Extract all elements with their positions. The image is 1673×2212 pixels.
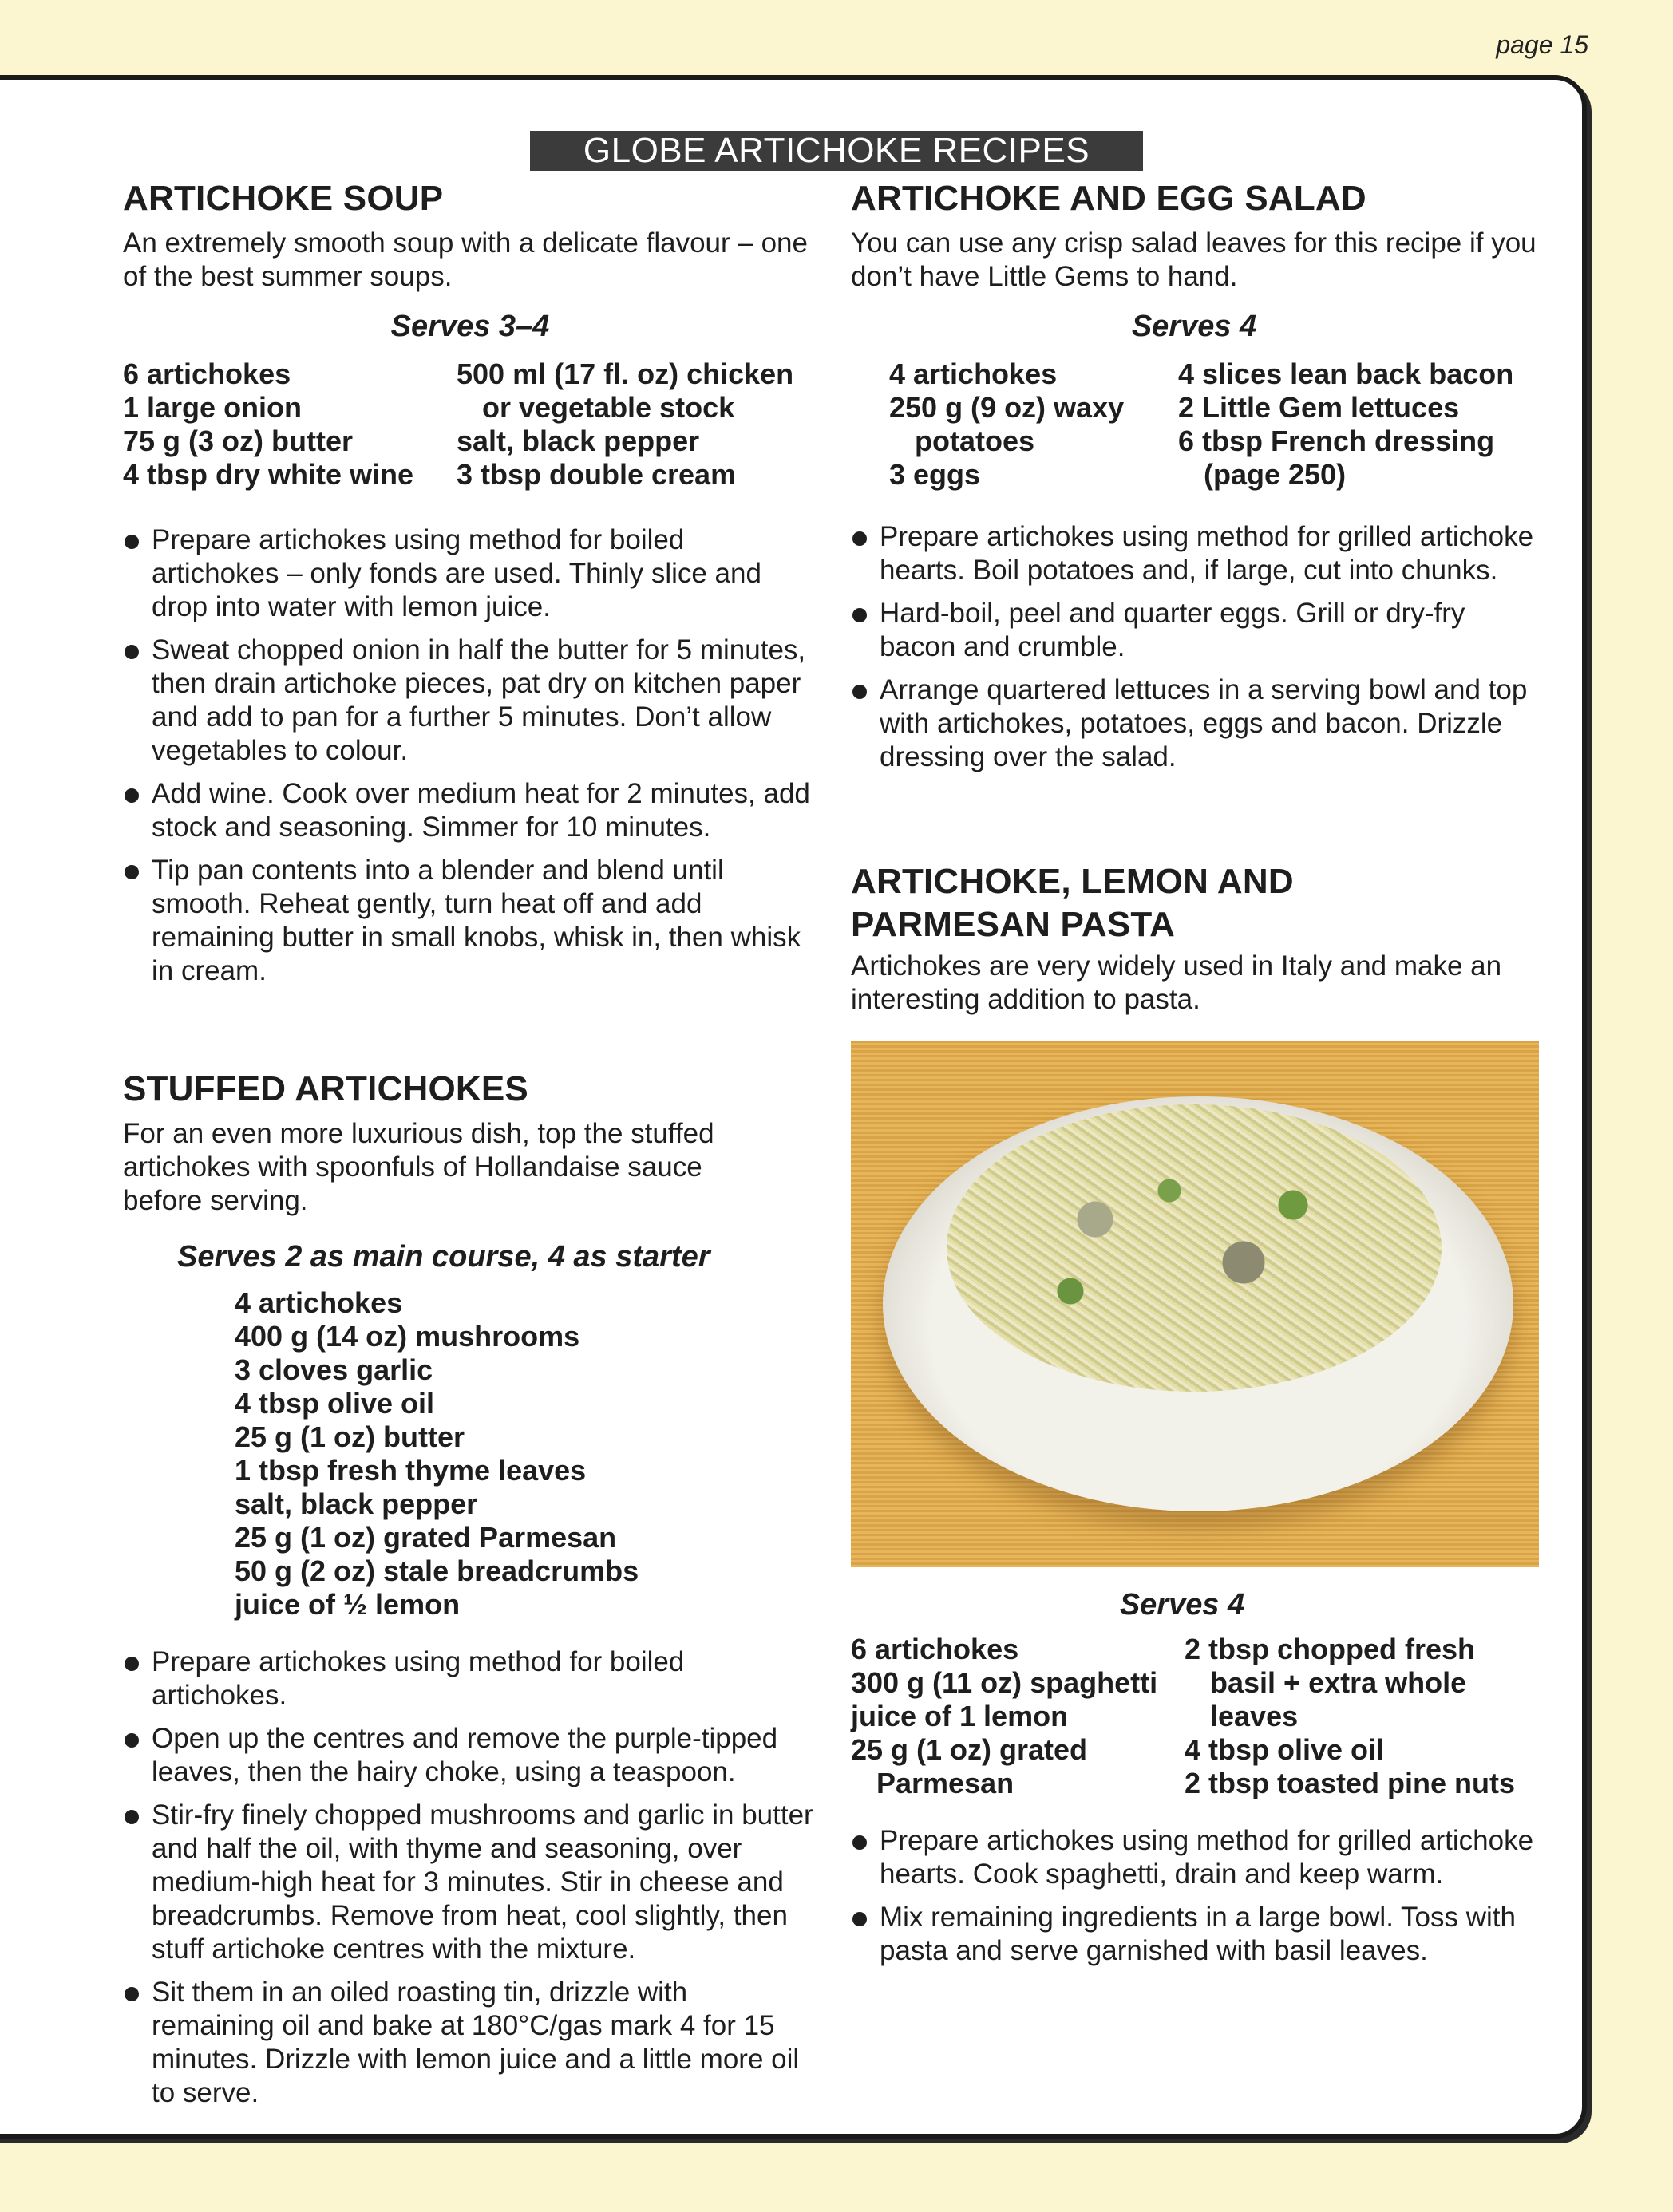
ingredient: 3 eggs (889, 458, 981, 491)
step-text: Stir-fry finely chopped mushrooms and garlic in butter and half the oil, with thyme and seasoning, over medium-high heat for 3 minutes. Stir in cheese and breadcrumbs. Remove from heat, cool slightly, then stuff artichoke centres with the mixture. (152, 1799, 813, 1965)
left-column (123, 177, 817, 2119)
ingredient: 75 g (3 oz) butter (123, 425, 354, 457)
method-step (123, 777, 817, 844)
ingredient: Parmesan (876, 1767, 1014, 1799)
ingredient: 50 g (2 oz) stale breadcrumbs (235, 1554, 639, 1587)
ingredient: salt, black pepper (457, 425, 700, 457)
bullet-icon (852, 1912, 867, 1926)
stuffed-artichokes-recipe (123, 1068, 817, 2110)
recipe-title-line: ARTICHOKE, LEMON AND (851, 862, 1294, 901)
ingredient: 250 g (9 oz) waxy (889, 391, 1125, 424)
method-step (123, 1976, 817, 2110)
pasta-shape (947, 1104, 1442, 1392)
bullet-icon (852, 1835, 867, 1850)
right-column (851, 177, 1537, 1977)
step-text: Sweat chopped onion in half the butter for 5 minutes, then drain artichoke pieces, pat dry on kitchen paper and add to pan for a further 5 minutes. Don’t allow vegetables to colour. (152, 634, 806, 766)
ingredient: 400 g (14 oz) mushrooms (235, 1320, 580, 1353)
step-text: Sit them in an oiled roasting tin, drizzle with remaining oil and bake at 180°C/gas mark 4 for 15 minutes. Drizzle with lemon juice and a little more oil to serve. (152, 1977, 800, 2108)
ingredients-list (123, 357, 817, 492)
ingredient: 3 cloves garlic (235, 1353, 433, 1386)
ingredients-list (889, 357, 1537, 492)
serves-label: Serves 2 as main course, 4 as starter (177, 1240, 710, 1274)
ingredient: 1 tbsp fresh thyme leaves (235, 1454, 587, 1487)
bullet-icon (852, 685, 867, 699)
serves-label: Serves 4 (1119, 1588, 1245, 1621)
step-text: Prepare artichokes using method for boiled artichokes – only fonds are used. Thinly slice and drop into water with lemon juice. (152, 524, 761, 622)
ingredient: 2 tbsp toasted pine nuts (1185, 1767, 1516, 1799)
recipe-title-line: PARMESAN PASTA (851, 905, 1176, 944)
method-step (123, 1645, 817, 1712)
method-step (851, 1824, 1537, 1891)
step-text: Prepare artichokes using method for boiled artichokes. (152, 1646, 685, 1711)
recipe-title (851, 860, 1537, 946)
method-step (123, 854, 817, 988)
ingredient: 6 artichokes (123, 357, 291, 390)
method-step (851, 597, 1537, 664)
ingredient: 2 tbsp chopped fresh (1185, 1633, 1476, 1665)
bullet-icon (852, 531, 867, 546)
ingredient: 25 g (1 oz) grated Parmesan (235, 1521, 617, 1554)
ingredient: 500 ml (17 fl. oz) chicken (457, 357, 794, 390)
ingredient: (page 250) (1204, 458, 1347, 491)
recipe-title: ARTICHOKE AND EGG SALAD (851, 179, 1366, 218)
ingredient: leaves (1210, 1700, 1299, 1732)
ingredient: 4 tbsp olive oil (235, 1387, 435, 1420)
recipe-title: STUFFED ARTICHOKES (123, 1069, 528, 1108)
ingredient: 25 g (1 oz) grated (851, 1733, 1088, 1766)
bullet-icon (125, 1733, 139, 1748)
ingredient: 4 tbsp dry white wine (123, 458, 414, 491)
serves-label: Serves 4 (1131, 310, 1257, 343)
ingredients-list (235, 1286, 817, 1621)
bullet-icon (125, 535, 139, 549)
method-step (851, 673, 1537, 774)
bullet-icon (125, 645, 139, 659)
ingredient: salt, black pepper (235, 1487, 478, 1520)
ingredient: 4 slices lean back bacon (1178, 357, 1514, 390)
step-text: Mix remaining ingredients in a large bowl. Toss with pasta and serve garnished with basil leaves. (880, 1902, 1516, 1966)
method-step (851, 520, 1537, 587)
recipe-intro: You can use any crisp salad leaves for this recipe if you don’t have Little Gems to hand. (851, 227, 1537, 292)
ingredient: 1 large onion (123, 391, 303, 424)
artichoke-soup-recipe (123, 177, 817, 988)
bullet-icon (125, 865, 139, 879)
method-steps (851, 520, 1537, 774)
pasta-bowl-photo (851, 1041, 1539, 1567)
bullet-icon (125, 788, 139, 803)
ingredient: 300 g (11 oz) spaghetti (851, 1666, 1158, 1699)
step-text: Tip pan contents into a blender and blend until smooth. Reheat gently, turn heat off and add remaining butter in small knobs, whisk in, then whisk in cream. (152, 855, 801, 986)
step-text: Hard-boil, peel and quarter eggs. Grill or dry-fry bacon and crumble. (880, 598, 1465, 662)
section-banner: GLOBE ARTICHOKE RECIPES (530, 131, 1143, 171)
ingredient: basil + extra whole (1210, 1666, 1467, 1699)
method-step (851, 1901, 1537, 1968)
step-text: Prepare artichokes using method for grilled artichoke hearts. Cook spaghetti, drain and keep warm. (880, 1825, 1534, 1890)
step-text: Arrange quartered lettuces in a serving bowl and top with artichokes, potatoes, eggs and bacon. Drizzle dressing over the salad. (880, 674, 1528, 772)
ingredient: 25 g (1 oz) butter (235, 1420, 465, 1453)
step-text: Open up the centres and remove the purple-tipped leaves, then the hairy choke, using a teaspoon. (152, 1723, 778, 1787)
method-step (123, 634, 817, 768)
ingredient: 4 artichokes (235, 1286, 403, 1319)
serves-label: Serves 3–4 (390, 310, 550, 343)
method-steps (123, 1645, 817, 2110)
page-number: page 15 (1496, 30, 1588, 59)
recipe-title: ARTICHOKE SOUP (123, 179, 444, 218)
recipe-intro: For an even more luxurious dish, top the stuffed artichokes with spoonfuls of Hollandaise sauce before serving. (123, 1118, 714, 1216)
ingredient: 2 Little Gem lettuces (1178, 391, 1460, 424)
ingredient: or vegetable stock (482, 391, 735, 424)
ingredient: 6 artichokes (851, 1633, 1019, 1665)
method-step (123, 1722, 817, 1789)
artichoke-egg-salad-recipe (851, 177, 1537, 774)
ingredients-list (851, 1633, 1537, 1800)
bullet-icon (125, 1987, 139, 2001)
ingredient: juice of 1 lemon (851, 1700, 1069, 1732)
bullet-icon (852, 608, 867, 622)
recipe-intro: Artichokes are very widely used in Italy and make an interesting addition to pasta. (851, 950, 1502, 1015)
ingredient: juice of ½ lemon (235, 1588, 461, 1621)
ingredient: 3 tbsp double cream (457, 458, 737, 491)
artichoke-lemon-parmesan-pasta-recipe (851, 860, 1537, 1968)
bullet-icon (125, 1657, 139, 1671)
method-step (123, 523, 817, 624)
recipe-intro: An extremely smooth soup with a delicate flavour – one of the best summer soups. (123, 227, 808, 292)
step-text: Prepare artichokes using method for grilled artichoke hearts. Boil potatoes and, if large, cut into chunks. (880, 521, 1534, 586)
bullet-icon (125, 1810, 139, 1824)
method-steps (851, 1824, 1537, 1968)
ingredient: 6 tbsp French dressing (1178, 425, 1495, 457)
method-step (123, 1799, 817, 1966)
ingredient: 4 tbsp olive oil (1185, 1733, 1385, 1766)
ingredient: potatoes (915, 425, 1035, 457)
method-steps (123, 523, 817, 988)
step-text: Add wine. Cook over medium heat for 2 minutes, add stock and seasoning. Simmer for 10 minutes. (152, 778, 810, 843)
ingredient: 4 artichokes (889, 357, 1058, 390)
